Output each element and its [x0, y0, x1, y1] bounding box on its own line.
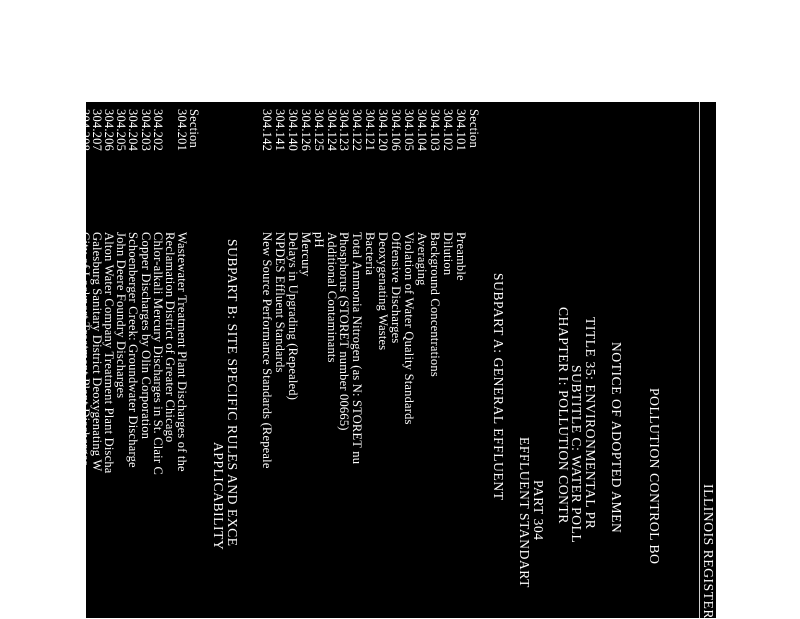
- section-title: Offensive Discharges: [389, 232, 404, 344]
- section-title: Wood River Station Total Suspended Solids D: [66, 232, 80, 472]
- section-title: Preamble: [454, 232, 469, 281]
- notice-title: NOTICE OF ADOPTED AMEN: [609, 342, 624, 534]
- section-number: 304.204: [126, 109, 141, 152]
- section-title: Total Ammonia Nitrogen (as N: STORET nu: [350, 232, 365, 465]
- section-title: Additional Contaminants: [324, 232, 339, 363]
- rotated-document: ILLINOIS REGISTER POLLUTION CONTROL BO NOTICE OF ADOPTED AMEN TITLE 35: ENVIRONMENTAL PR SUBTITLE C: WATER POLL CHAPTER I: POLLUTION CONTR PART 304 EFFLUENT STANDART SUBPART A: GENERAL EFFLUENT Section 304.101 Preamble 304.102 Dilution 304.103 Background Concentrations 304.104 Averaging 304.105 Violation of Water Quality Standards 304.106 Offensive Discharges 304.120 Deoxygenating Wastes 304.121 Bacteria 304.122 Total Ammonia Nitrogen (as N: STORET nu 304.123 Phosphorus (STORET number 00665) 304.124 Additional Contaminants 304.125 pH 304.126 Mercury 304.140 Delays in Upgrading (Repealed) 304.141 NPDES Effluent Standards 304.142 New Source Performance Standards (Repeale SUBPART B: SITE SPECIFIC RULES AND EXCE APPLICABILITY Section 304.201 Wastewater Treatment Plant Discharges of the Reclamation District of Greater Chicago 304.202 Chlor-alkali Mercury Discharges in St. Clair C 304.203 Copper Discharges by Olin Corporation 304.204 Schoenberger Creek: Groundwater Discharge 304.205 John Deere Foundry Discharges 304.206 Alton Water Company Treatment Plant Discha 304.207 Galesburg Sanitary District Deoxygenating W 304.208 City of Lockport Treatment Plant Discharges 304.209 Wood River Station Total Suspended Solids D 304.210 Alton Wastewater Treatment Plant Discharges: [86, 102, 716, 618]
- title-35: TITLE 35: ENVIRONMENTAL PR: [583, 317, 598, 530]
- section-title: Delays in Upgrading (Repealed): [285, 232, 300, 401]
- section-number: 304.122: [350, 109, 365, 152]
- section-number: Section: [467, 109, 481, 148]
- part-title: EFFLUENT STANDART: [517, 437, 532, 588]
- section-title: Wastewater Treatment Plant Discharges of the: [174, 232, 189, 472]
- section-number: 304.201: [174, 109, 189, 152]
- section-number: 304.209: [66, 109, 80, 152]
- section-title: Alton Water Company Treatment Plant Discha: [102, 232, 117, 474]
- section-number: 304.123: [337, 109, 352, 152]
- section-number: 304.202: [150, 109, 165, 152]
- section-number: 304.140: [285, 109, 300, 152]
- section-title: New Source Performance Standards (Repeale: [259, 232, 274, 469]
- section-title: Schoenberger Creek: Groundwater Discharge: [126, 232, 141, 468]
- section-number: 304.142: [259, 109, 274, 152]
- section-title: Mercury: [298, 232, 313, 277]
- section-title: Violation of Water Quality Standards: [402, 232, 417, 425]
- section-title: NPDES Effluent Standards: [272, 232, 287, 373]
- section-title: pH: [311, 232, 326, 248]
- section-title: Reclamation District of Greater Chicago: [162, 232, 177, 443]
- section-title: Galesburg Sanitary District Deoxygenating W: [90, 232, 105, 472]
- section-number: 304.102: [441, 109, 456, 152]
- section-number: 304.206: [102, 109, 117, 152]
- subpart-b-heading: SUBPART B: SITE SPECIFIC RULES AND EXCE: [225, 239, 240, 547]
- section-number: 304.208: [78, 109, 93, 152]
- section-title: Deoxygenating Wastes: [376, 232, 391, 351]
- board-name: POLLUTION CONTROL BO: [647, 388, 662, 565]
- section-number: 304.120: [376, 109, 391, 152]
- section-number: 304.103: [428, 109, 443, 152]
- header-rule: [699, 102, 700, 618]
- subtitle-c: SUBTITLE C: WATER POLL: [569, 365, 584, 544]
- chapter-i: CHAPTER I: POLLUTION CONTR: [556, 307, 571, 524]
- section-number: 304.106: [389, 109, 404, 152]
- section-title: Bacteria: [363, 232, 378, 276]
- section-title: Dilution: [441, 232, 456, 276]
- scanned-page: [53, 102, 716, 619]
- section-number: 304.210: [53, 109, 68, 152]
- section-title: City of Lockport Treatment Plant Discharges: [78, 232, 93, 466]
- section-number: 304.121: [363, 109, 378, 152]
- section-number: 304.126: [298, 109, 313, 152]
- section-number: 304.124: [324, 109, 339, 152]
- section-title: John Deere Foundry Discharges: [114, 232, 129, 399]
- part-number: PART 304: [531, 480, 546, 541]
- section-title: Background Concentrations: [428, 232, 443, 377]
- subpart-a-heading: SUBPART A: GENERAL EFFLUENT: [491, 273, 506, 501]
- section-number: 304.125: [311, 109, 326, 152]
- section-number: Section: [187, 109, 201, 148]
- section-title: Chlor-alkali Mercury Discharges in St. Clair C: [150, 232, 165, 476]
- section-number: 304.101: [454, 109, 469, 152]
- section-title: Copper Discharges by Olin Corporation: [138, 232, 153, 440]
- section-title: Averaging: [415, 232, 430, 286]
- subpart-b-applicability: APPLICABILITY: [211, 442, 226, 551]
- section-number: 304.203: [138, 109, 153, 152]
- section-number: 304.141: [272, 109, 287, 152]
- section-title: Alton Wastewater Treatment Plant Discharges: [53, 232, 68, 472]
- section-number: 304.205: [114, 109, 129, 152]
- section-number: 304.104: [415, 109, 430, 152]
- section-number: 304.207: [90, 109, 105, 152]
- section-title: Phosphorus (STORET number 00665): [337, 232, 352, 431]
- section-number: 304.105: [402, 109, 417, 152]
